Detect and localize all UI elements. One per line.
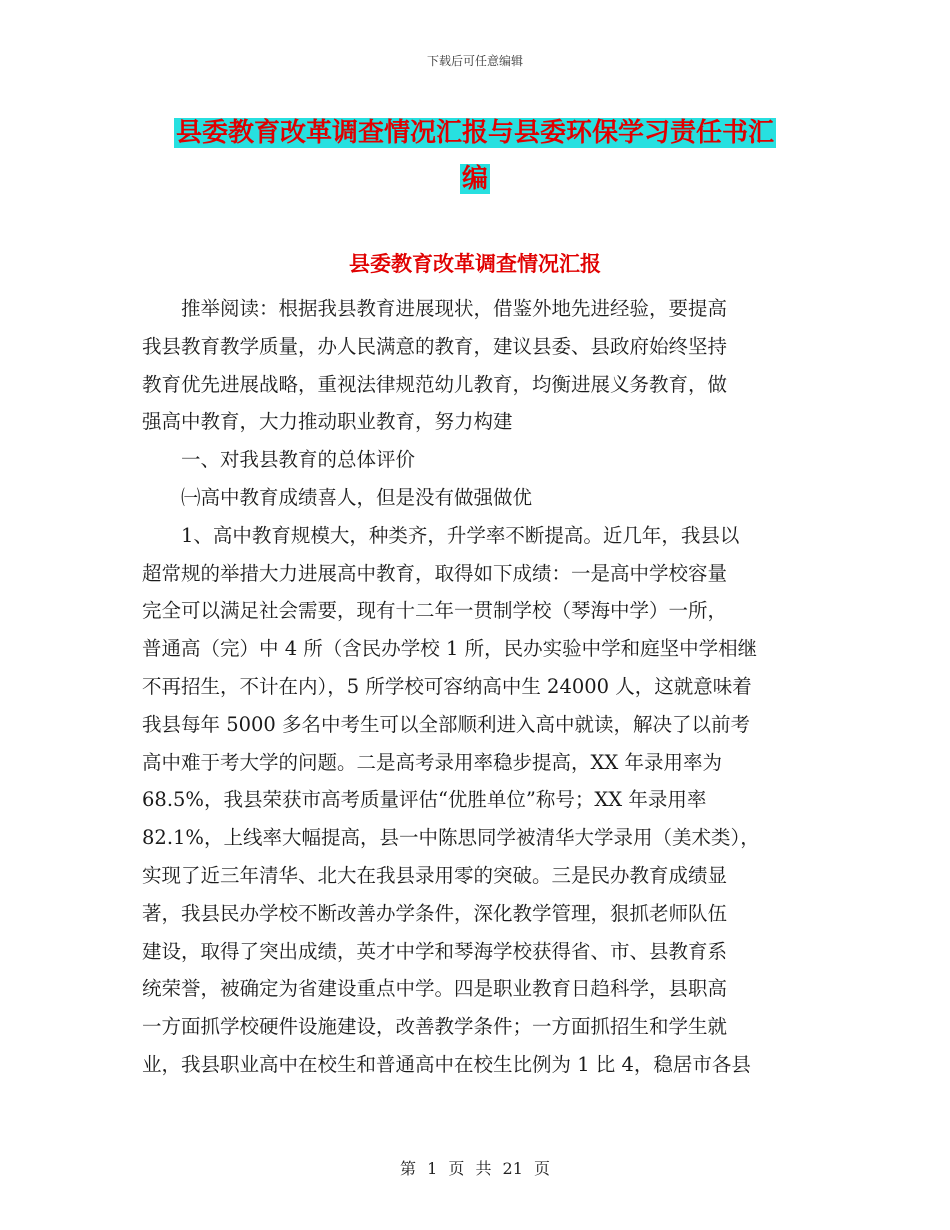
body-line: 一方面抓学校硬件设施建设，改善教学条件；一方面抓招生和学生就 bbox=[142, 1015, 728, 1039]
body-line: 教育优先进展战略，重视法律规范幼儿教育，均衡进展义务教育，做 bbox=[142, 372, 728, 396]
body-text bbox=[142, 290, 814, 1084]
body-line: 普通高（完）中 4 所（含民办学校 1 所，民办实验中学和庭坚中学相继 bbox=[142, 637, 758, 661]
body-line: ㈠高中教育成绩喜人，但是没有做强做优 bbox=[142, 485, 533, 509]
body-line: 完全可以满足社会需要，现有十二年一贯制学校（琴海中学）一所， bbox=[142, 599, 728, 623]
body-line: 统荣誉，被确定为省建设重点中学。四是职业教育日趋科学，县职高 bbox=[142, 977, 728, 1001]
body-line: 推举阅读：根据我县教育进展现状，借鉴外地先进经验，要提高 bbox=[142, 297, 728, 320]
body-line: 强高中教育，大力推动职业教育，努力构建 bbox=[142, 410, 513, 434]
body-line: 我县教育教学质量，办人民满意的教育，建议县委、县政府始终坚持 bbox=[142, 334, 728, 358]
body-line: 实现了近三年清华、北大在我县录用零的突破。三是民办教育成绩显 bbox=[142, 863, 728, 887]
document-title-line-2: 编 bbox=[461, 164, 488, 194]
body-line: 我县每年 5000 多名中考生可以全部顺利进入高中就读，解决了以前考 bbox=[142, 712, 751, 736]
body-line: 82.1%，上线率大幅提高，县一中陈思同学被清华大学录用（美术类）， bbox=[142, 826, 760, 850]
body-line: 建设，取得了突出成绩，英才中学和琴海学校获得省、市、县教育系 bbox=[142, 939, 728, 963]
body-line: 著，我县民办学校不断改善办学条件，深化教学管理，狠抓老师队伍 bbox=[142, 901, 728, 925]
body-line: 高中难于考大学的问题。二是高考录用率稳步提高，XX 年录用率为 bbox=[142, 750, 722, 774]
page-footer: 第 1 页 共 21 页 bbox=[400, 1159, 550, 1178]
document-title bbox=[140, 110, 810, 202]
body-line: 超常规的举措大力进展高中教育，取得如下成绩：一是高中学校容量 bbox=[142, 561, 728, 585]
document-title-line-1: 县委教育改革调查情况汇报与县委环保学习责任书汇 bbox=[175, 118, 774, 148]
body-line: 不再招生，不计在内），5 所学校可容纳高中生 24000 人，这就意味着 bbox=[142, 674, 752, 698]
header-note: 下载后可任意编辑 bbox=[426, 54, 523, 68]
body-line: 1、高中教育规模大，种类齐，升学率不断提高。近几年，我县以 bbox=[142, 523, 740, 547]
body-line: 68.5%，我县荣获市高考质量评估“优胜单位”称号；XX 年录用率 bbox=[142, 788, 707, 812]
section-title: 县委教育改革调查情况汇报 bbox=[349, 252, 601, 276]
body-line: 一、对我县教育的总体评价 bbox=[142, 448, 416, 472]
body-line: 业，我县职业高中在校生和普通高中在校生比例为 1 比 4，稳居市各县 bbox=[142, 1052, 751, 1076]
